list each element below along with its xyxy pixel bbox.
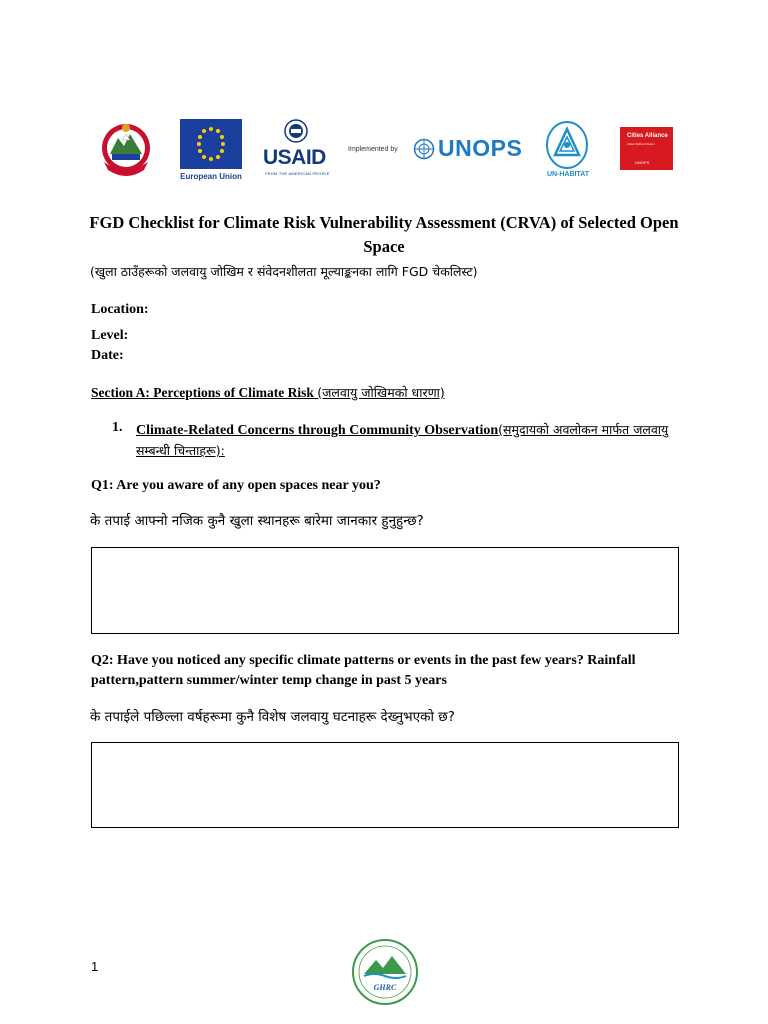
un-habitat-icon <box>545 121 589 169</box>
partner-logos <box>95 116 685 186</box>
un-globe-icon <box>413 138 435 160</box>
section-a-title: Section A: Perceptions of Climate Risk <box>91 385 318 400</box>
question-1: Q1: Are you aware of any open spaces near you? <box>91 478 381 493</box>
document-title: FGD Checklist for Climate Risk Vulnerability Assessment (CRVA) of Selected Open Space <box>89 213 679 256</box>
level-label: Level: <box>91 328 129 343</box>
question-2: Q2: Have you noticed any specific climate patterns or events in the past few years? Rainfall pattern,pattern summer/winter temp change in past 5 years <box>91 653 636 688</box>
page-number: 1 <box>91 959 99 974</box>
question-2-nepali: के तपाईले पछिल्ला वर्षहरूमा कुनै विशेष जलवायु घटनाहरू देख्नुभएको छ? <box>90 709 455 725</box>
implemented-by-label: Implemented by <box>348 146 398 153</box>
usaid-seal-icon <box>284 119 308 143</box>
answer-box-q2[interactable] <box>91 742 679 828</box>
date-label: Date: <box>91 348 124 363</box>
eu-label: European Union <box>180 172 242 181</box>
un-habitat-label: UN-HABITAT <box>546 171 590 178</box>
usaid-wordmark: USAID <box>263 146 326 169</box>
cities-alliance-unops: UNOPS <box>635 160 650 165</box>
section-a-title-nepali: (जलवायु जोखिमको धारणा) <box>317 385 445 400</box>
ghrc-label: GHRC <box>373 983 397 992</box>
question-1-nepali: के तपाई आफ्नो नजिक कुनै खुला स्थानहरू बारेमा जानकार हुनुहुन्छ? <box>90 513 424 529</box>
item-1-title-nepali: (समुदायको अवलोकन मार्फत जलवायु सम्बन्धी चिन्ताहरू): <box>136 422 669 458</box>
location-label: Location: <box>91 302 149 317</box>
item-1-heading <box>136 420 676 462</box>
answer-box-q1[interactable] <box>91 547 679 634</box>
item-1-title: Climate-Related Concerns through Community Observation <box>136 423 499 438</box>
usaid-tagline: FROM THE AMERICAN PEOPLE <box>265 171 330 176</box>
document-subtitle-nepali: (खुला ठाउँहरूको जलवायु जोखिम र संवेदनशीलता मूल्याङ्कनका लागि FGD चेकलिस्ट) <box>90 264 478 279</box>
cities-alliance-label: Cities Alliance <box>627 133 668 139</box>
cities-alliance-tagline: Cities Without Slums <box>627 142 655 146</box>
eu-flag-icon <box>180 119 242 169</box>
item-number: 1. <box>112 420 123 435</box>
nepal-emblem-icon <box>98 118 154 180</box>
unops-wordmark: UNOPS <box>438 135 523 161</box>
ghrc-logo-icon <box>350 938 420 1006</box>
section-a-heading <box>91 384 445 401</box>
